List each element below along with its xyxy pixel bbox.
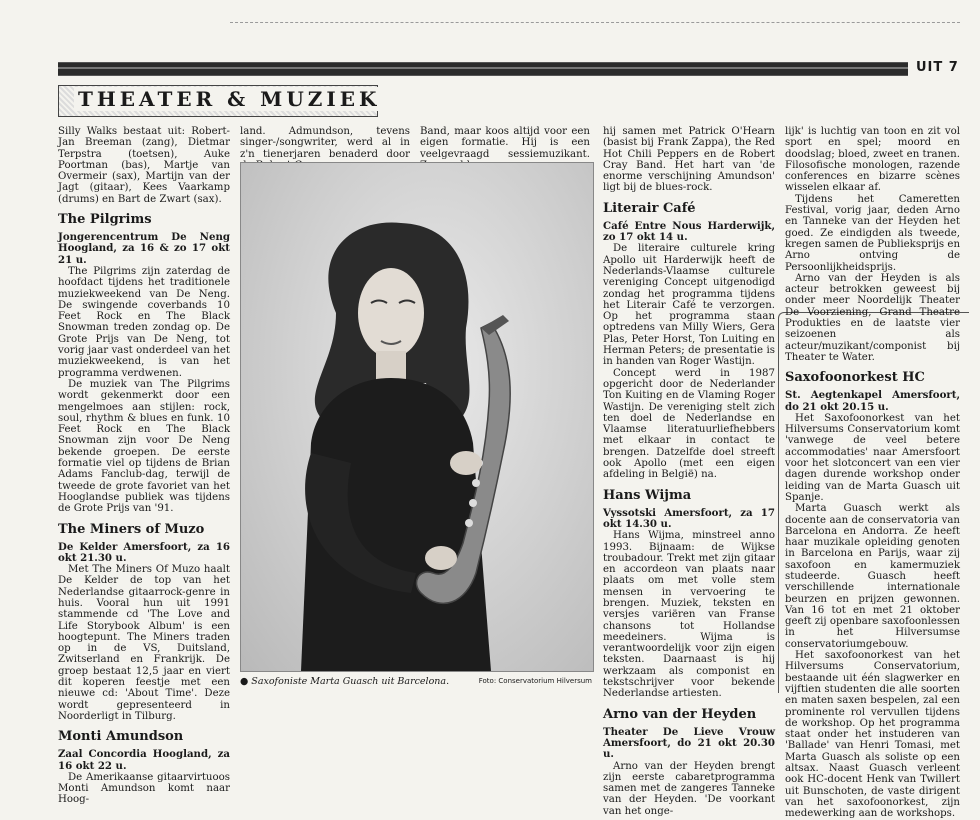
photo-credit: Foto: Conservatorium Hilversum: [478, 677, 592, 685]
saxophonist-photo: [240, 162, 594, 672]
article-text: The Pilgrims zijn zaterdag de hoofdact tijdens het traditionele muziekweekend van De Neng. De swingende coverbands 10 Feet Rock en The Black Snowman treden zondag op. De Grote Prijs van De Neng, tot vorig jaar vast onderdeel van het muziekweekend, is van het programma verdwenen.: [58, 265, 230, 379]
article-heading: Literair Café: [603, 200, 696, 216]
article-text: lijk' is luchtig van toon en zit vol sport en spel; moord en doodslag; bloed, zweet en tranen. Filosofische monologen, razende conferences en bizarre scènes wisselen elkaar af.: [785, 126, 960, 194]
venue-line: Jongerencentrum De Neng Hoogland, za 16 & zo 17 okt 21 u.: [58, 231, 230, 266]
article-text: land. Admundson, tevens singer-/songwriter, werd al in z'n tienerjaren benaderd door: [240, 126, 410, 160]
article-text: Tijdens het Cameretten Festival, vorig jaar, deden Arno en Tanneke van der Heyden het goed. Ze eindigden als tweede, kregen samen de Publieksprijs en Arno ontving de Persoonlijkheidsprijs.: [785, 193, 960, 273]
photo-illustration: [241, 163, 593, 671]
photo-caption: [240, 676, 592, 687]
column-3-top: [420, 126, 590, 160]
page-number: UIT 7: [916, 60, 959, 75]
article-heading: Saxofoonorkest HC: [785, 370, 925, 386]
article-heading: The Miners of Muzo: [58, 521, 205, 537]
section-title: THEATER & MUZIEK: [74, 87, 384, 111]
article-text: Met The Miners Of Muzo haalt De Kelder de top van het Nederlandse gitaarrock-genre in huis. Vooral hun uit 1991 stammende cd 'The Love and Life Storybook Album' is een hoogtepunt. The Miners traden op in de VS, Duitsland, Zwitserland en Frankrijk. De groep bestaat 12,5 jaar en viert dit koperen feestje met een nieuwe cd: 'About Time'. Deze wordt gepresenteerd in Noorderligt in Tilburg.: [58, 564, 230, 722]
article-heading: Monti Amundson: [58, 729, 184, 745]
venue-line: Café Entre Nous Harderwijk, zo 17 okt 14 u.: [603, 219, 775, 244]
venue-line: St. Aegtenkapel Amersfoort, do 21 okt 20.15 u.: [785, 389, 960, 413]
article-heading: The Pilgrims: [58, 212, 152, 228]
venue-line: Vyssotski Amersfoort, za 17 okt 14.30 u.: [603, 506, 775, 530]
article-text: Band, maar koos altijd voor een eigen formatie. Hij is een veelgevraagd sessiemuzikant.: [420, 126, 590, 160]
venue-line: Theater De Lieve Vrouw Amersfoort, do 21 okt 20.30 u.: [603, 725, 775, 761]
header-rule: [58, 62, 908, 76]
article-text: Concept werd in 1987 opgericht door de Nederlander Ton Kuiting en de Vlaming Roger Wastijn. De vereniging stelt zich ten doel de Nederlandse en Vlaamse literatuurliefhebbers met elkaar in contact te brengen. Datzelfde doel streeft ook Apollo (met een eigen afdeling in België) na.: [603, 367, 775, 481]
article-text: Arno van der Heyden brengt zijn eerste cabaretprogramma samen met de zangeres Tanneke van der Heyden. 'De voorkant van het onge-: [603, 760, 775, 817]
venue-line: De Kelder Amersfoort, za 16 okt 21.30 u.: [58, 540, 230, 564]
article-text: Arno van der Heyden is als acteur betrokken geweest bij onder meer Noordelijk Theater De Voorziening, Grand Theatre Produkties en de laatste vier seizoenen als acteur/muzikant/componist bij Theater te Water.: [785, 272, 960, 363]
article-text: Silly Walks bestaat uit: Robert-Jan Breeman (zang), Dietmar Terpstra (toetsen), Auke Poortman (bas), Martje van Overmeir (sax), Martijn van der Jagt (gitaar), Kees Vaarkamp (drums) en Bart de Zwart (sax).: [58, 126, 230, 205]
article-text: hij samen met Patrick O'Hearn (basist bij Frank Zappa), the Red Hot Chili Peppers en de Robert Cray Band. Het hart van 'de enorme verschijning Amundson' ligt bij de blues-rock.: [603, 126, 775, 194]
article-text: Hans Wijma, minstreel anno 1993. Bijnaam: de Wijkse troubadour. Trekt met zijn gitaar en accordeon van plaats naar plaats om met volle stem mensen in vervoering te brengen. Muziek, teksten en versjes variëren van Franse chansons tot Hollandse meedeiners. Wijma is verantwoordelijk voor zijn eigen teksten. Daarnaast is hij werkzaam als componist en tekstschrijver voor bekende Nederlandse artiesten.: [603, 530, 775, 700]
article-text: Het saxofoonorkest van het Hilversums Conservatorium, bestaande uit één slagwerker en vijftien studenten die alle soorten en maten saxen bespelen, zal een prominente rol vervullen tijdens de workshop. Op het programma staat onder het instuderen van 'Ballade' van Henri Tomasi, met Marta Guasch als soliste op een altsax. Naast Guasch verleent ook HC-docent Henk van Twillert uit Bunschoten, de vaste dirigent van het saxofoonorkest, zijn medewerking aan de workshops.: [785, 650, 960, 820]
article-text: De Amerikaanse gitaarvirtuoos Monti Amundson komt naar Hoog-: [58, 771, 230, 806]
caption-text: ● Saxofoniste Marta Guasch uit Barcelona.: [240, 676, 450, 687]
column-1: [58, 126, 230, 806]
column-2-top: [240, 126, 410, 160]
venue-line: Zaal Concordia Hoogland, za 16 okt 22 u.: [58, 748, 230, 772]
article-text: De muziek van The Pilgrims wordt gekenmerkt door een mengelmoes aan stijlen: rock, soul, rhythm & blues en funk. 10 Feet Rock en The Black Snowman zijn voor De Neng bekende groepen. De eerste formatie viel op tijdens de Brian Adams Fanclub-dag, terwijl de tweede de grote favoriet van het Hooglandse publiek was tijdens de Grote Prijs van '91.: [58, 378, 230, 515]
scan-artifact-line: [230, 22, 960, 23]
column-4: [603, 126, 775, 817]
column-5: [785, 126, 960, 820]
article-text: Het Saxofoonorkest van het Hilversums Conservatorium komt 'vanwege de veel betere accommodaties' naar Amersfoort voor het slotconcert van een vier dagen durende workshop onder leiding van de Marta Guasch uit Spanje.: [785, 412, 960, 503]
article-heading: Hans Wijma: [603, 487, 692, 503]
article-heading: Arno van der Heyden: [603, 706, 757, 722]
article-text: De literaire culturele kring Apollo uit Harderwijk heeft de Nederlands-Vlaamse culturele vereniging Concept uitgenodigd zondag het programma tijdens het Literair Café te verzorgen. Op het programma staan optredens van Milly Wiers, Gera Plas, Peter Horst, Ton Luiting en Herman Peters; de presentatie is in handen van Roger Wastijn.: [603, 243, 775, 368]
article-text: Marta Guasch werkt als docente aan de conservatoria van Barcelona en Andorra. Ze heeft haar muzikale opleiding genoten in Barcelona en Parijs, waar zij saxofoon en kamermuziek studeerde. Guasch heeft verschillende internationale beurzen en prijzen gewonnen. Van 16 tot en met 21 oktober geeft zij openbare saxofoonlessen in het Hilversumse conservatoriumgebouw.: [785, 503, 960, 650]
